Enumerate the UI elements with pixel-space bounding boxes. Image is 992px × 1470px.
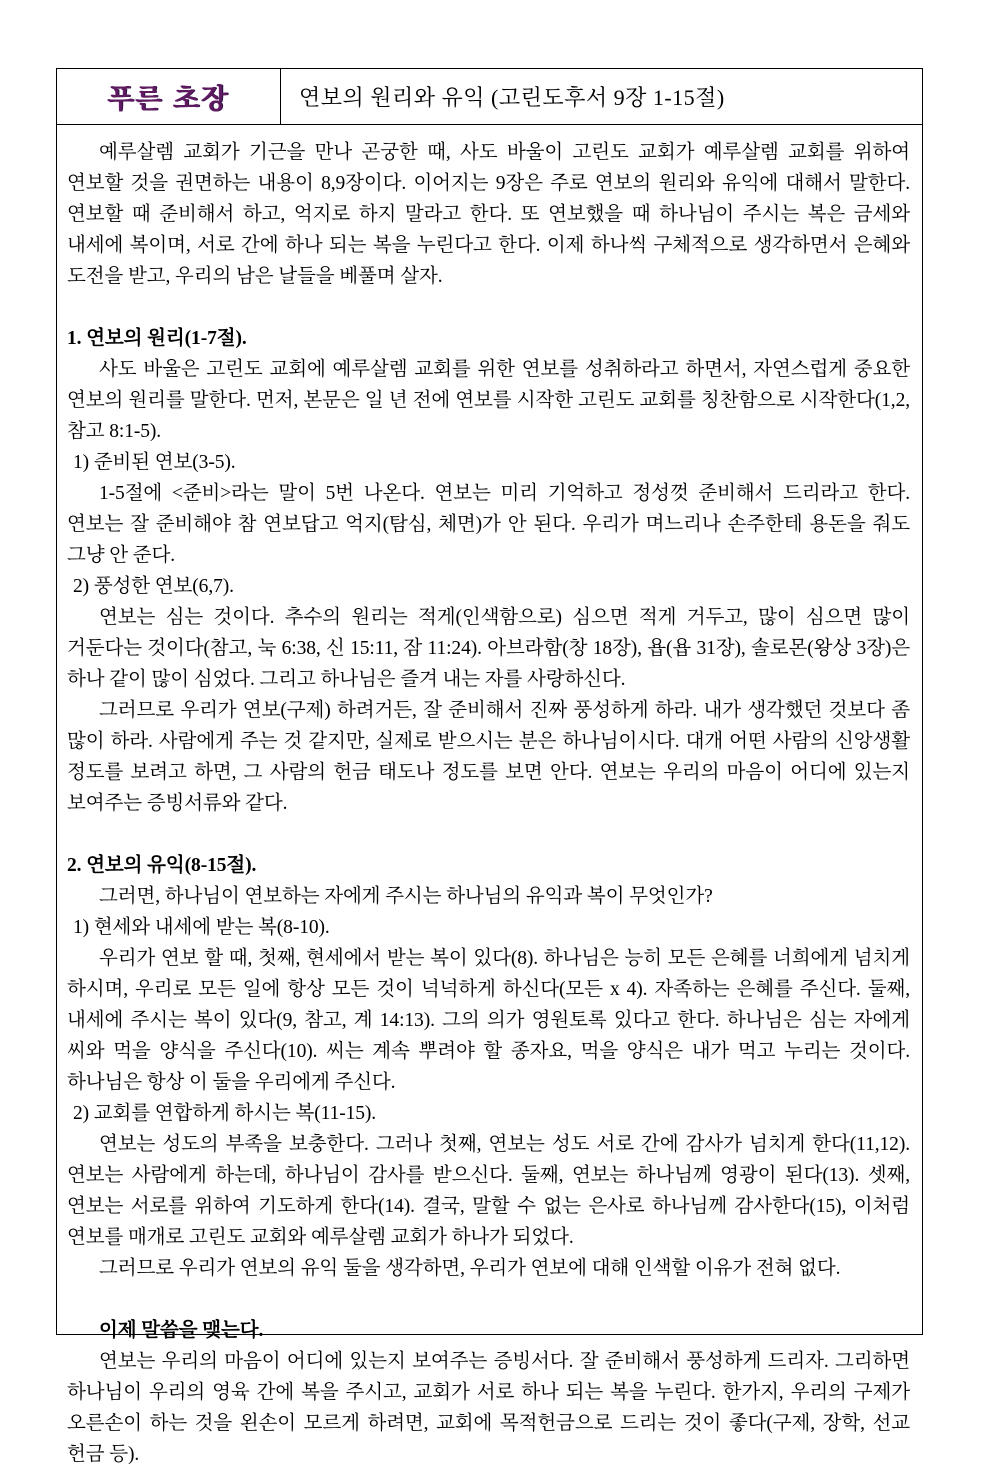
section-2-intro: 그러면, 하나님이 연보하는 자에게 주시는 하나님의 유익과 복이 무엇인가? — [99, 886, 713, 907]
section-1-sub-2-heading: 2) 풍성한 연보(6,7). — [73, 576, 234, 597]
section-2-sub-1-body: 우리가 연보 할 때, 첫째, 현세에서 받는 복이 있다(8). 하나님은 능히 모든 은혜를 너희에게 넘치게 하시며, 우리로 모든 일에 항상 모든 것이 넉넉하게 하신다(모든 x 4). 자족하는 은혜를 주신다. 둘째, 내세에 주시는 복이 있다(9, 참고, 계 14:13). 그의 의가 영원토록 있다고 한다. 하나님은 심는 자에게 씨와 먹을 양식을 주신다(10). 씨는 계속 뿌려야 할 종자요, 먹을 양식은 내가 먹고 누리는 것이다. 하나님은 항상 이 둘을 우리에게 주신다. — [67, 948, 910, 1093]
final-heading: 이제 말씀을 맺는다. — [99, 1320, 264, 1341]
intro-paragraph: 예루살렘 교회가 기근을 만나 곤궁한 때, 사도 바울이 고린도 교회가 예루살렘 교회를 위하여 연보할 것을 권면하는 내용이 8,9장이다. 이어지는 9장은 주로 연보의 원리와 유익에 대해서 말한다. 연보할 때 준비해서 하고, 억지로 하지 말라고 한다. 또 연보했을 때 하나님이 주시는 복은 금세와 내세에 복이며, 서로 간에 하나 되는 복을 누린다고 한다. 이제 하나씩 구체적으로 생각하면서 은혜와 도전을 받고, 우리의 남은 날들을 베풀며 살자. — [67, 142, 910, 287]
section-2-heading: 2. 연보의 유익(8-15절). — [67, 855, 257, 876]
section-2-closing: 그러므로 우리가 연보의 유익 둘을 생각하면, 우리가 연보에 대해 인색할 이유가 전혀 없다. — [99, 1258, 841, 1279]
section-1-closing: 그러므로 우리가 연보(구제) 하려거든, 잘 준비해서 진짜 풍성하게 하라. 내가 생각했던 것보다 좀 많이 하라. 사람에게 주는 것 같지만, 실제로 받으시는 분은 하나님이시다. 대개 어떤 사람의 신앙생활 정도를 보려고 하면, 그 사람의 헌금 태도나 정도를 보면 안다. 연보는 우리의 마음이 어디에 있는지 보여주는 증빙서류와 같다. — [67, 700, 910, 814]
section-1-sub-1-heading: 1) 준비된 연보(3-5). — [73, 452, 236, 473]
section-2-sub-2-body: 연보는 성도의 부족을 보충한다. 그러나 첫째, 연보는 성도 서로 간에 감사가 넘치게 한다(11,12). 연보는 사람에게 하는데, 하나님이 감사를 받으신다. 둘째, 연보는 하나님께 영광이 된다(13). 셋째, 연보는 서로를 위하여 기도하게 한다(14). 결국, 말할 수 없는 은사로 하나님께 감사한다(15), 이처럼 연보를 매개로 고린도 교회와 예루살렘 교회가 하나가 되었다. — [67, 1134, 910, 1248]
section-1-heading: 1. 연보의 원리(1-7절). — [67, 328, 247, 349]
section-1-sub-1-body: 1-5절에 <준비>라는 말이 5번 나온다. 연보는 미리 기억하고 정성껏 준비해서 드리라고 한다. 연보는 잘 준비해야 참 연보답고 억지(탐심, 체면)가 안 된다. 우리가 며느리나 손주한테 용돈을 줘도 그냥 안 준다. — [67, 483, 910, 566]
page-title: 연보의 원리와 유익 (고린도후서 9장 1-15절) — [299, 85, 725, 110]
masthead-logo-cell — [57, 69, 281, 124]
spacer — [67, 292, 910, 323]
masthead-title-cell — [281, 69, 922, 124]
section-2-sub-2-heading: 2) 교회를 연합하게 하시는 복(11-15). — [73, 1103, 377, 1124]
document-page — [56, 68, 923, 1465]
document-body — [57, 125, 922, 1470]
final-body: 연보는 우리의 마음이 어디에 있는지 보여주는 증빙서다. 잘 준비해서 풍성하게 드리자. 그리하면 하나님이 우리의 영육 간에 복을 주시고, 교회가 서로 하나 되는 복을 누린다. 한가지, 우리의 구제가 오른손이 하는 것을 왼손이 모르게 하려면, 교회에 목적헌금으로 드리는 것이 좋다(구제, 장학, 선교 헌금 등). — [67, 1351, 910, 1465]
spacer — [67, 1284, 910, 1315]
section-2-sub-1-heading: 1) 현세와 내세에 받는 복(8-10). — [73, 917, 330, 938]
spacer — [67, 819, 910, 850]
section-1-sub-2-body: 연보는 심는 것이다. 추수의 원리는 적게(인색함으로) 심으면 적게 거두고, 많이 심으면 많이 거둔다는 것이다(참고, 눅 6:38, 신 15:11, 잠 11:24). 아브라함(창 18장), 욥(욥 31장), 솔로몬(왕상 3장)은 하나 같이 많이 심었다. 그리고 하나님은 즐겨 내는 자를 사랑하신다. — [67, 607, 910, 690]
section-1-intro: 사도 바울은 고린도 교회에 예루살렘 교회를 위한 연보를 성취하라고 하면서, 자연스럽게 중요한 연보의 원리를 말한다. 먼저, 본문은 일 년 전에 연보를 시작한 고린도 교회를 칭찬함으로 시작한다(1,2, 참고 8:1-5). — [67, 359, 910, 442]
masthead — [57, 69, 922, 125]
publication-logo: 푸른 초장 — [107, 84, 230, 114]
